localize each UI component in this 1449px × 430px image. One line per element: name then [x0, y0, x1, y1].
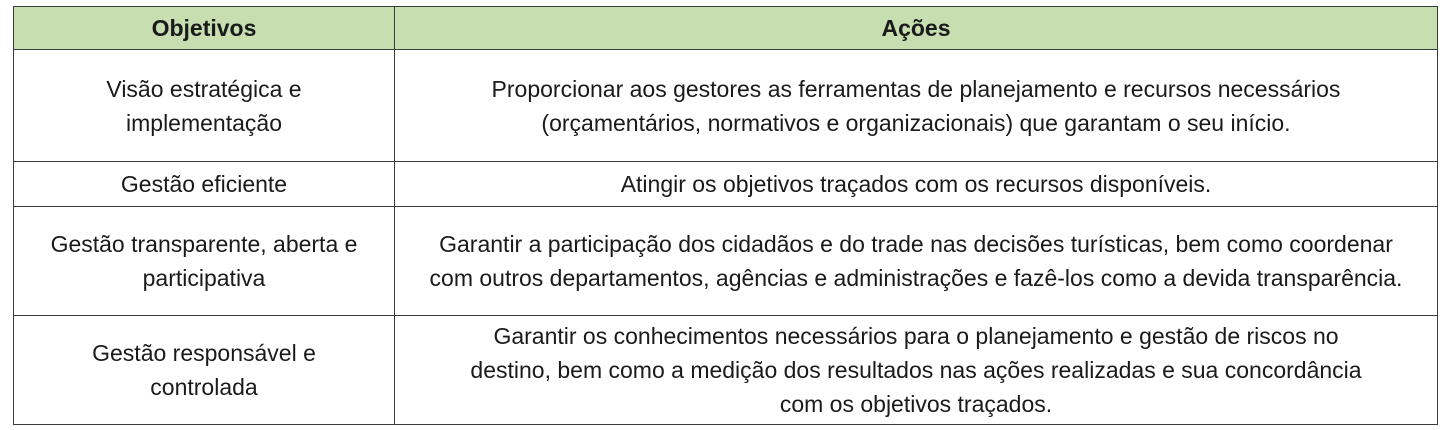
header-acoes: Ações	[395, 7, 1438, 50]
acao-text: Atingir os objetivos traçados com os recursos disponíveis.	[620, 171, 1212, 197]
objetivo-text: Visão estratégica e implementação	[106, 75, 302, 136]
table-header-row	[14, 7, 1438, 50]
acao-cell	[395, 316, 1438, 425]
objetivo-text: Gestão eficiente	[120, 171, 288, 197]
acao-text: Proporcionar aos gestores as ferramentas de planejamento e recursos necessários (orçamentários, normativos e organizacionais) que garantam o seu início.	[491, 75, 1341, 136]
table-row	[14, 50, 1438, 162]
table-row	[14, 162, 1438, 207]
objectives-table-container	[13, 6, 1437, 425]
table-row	[14, 207, 1438, 316]
header-objetivos: Objetivos	[14, 7, 395, 50]
objectives-actions-table	[13, 6, 1438, 425]
objetivo-cell	[14, 162, 395, 207]
acao-cell	[395, 162, 1438, 207]
table-row	[14, 316, 1438, 425]
objetivo-text: Gestão transparente, aberta e participativa	[50, 231, 358, 291]
acao-text: Garantir a participação dos cidadãos e do trade nas decisões turísticas, bem como coordenar com outros departamentos, agências e administrações e fazê-los como a devida transparência.	[429, 231, 1403, 291]
objetivo-cell	[14, 50, 395, 162]
acao-cell	[395, 207, 1438, 316]
objetivo-cell	[14, 316, 395, 425]
acao-text: Garantir os conhecimentos necessários para o planejamento e gestão de riscos no destino, bem como a medição dos resultados nas ações realizadas e sua concordância com os objetivos traçados.	[470, 323, 1362, 417]
objetivo-cell	[14, 207, 395, 316]
objetivo-text: Gestão responsável e controlada	[92, 340, 316, 400]
acao-cell	[395, 50, 1438, 162]
